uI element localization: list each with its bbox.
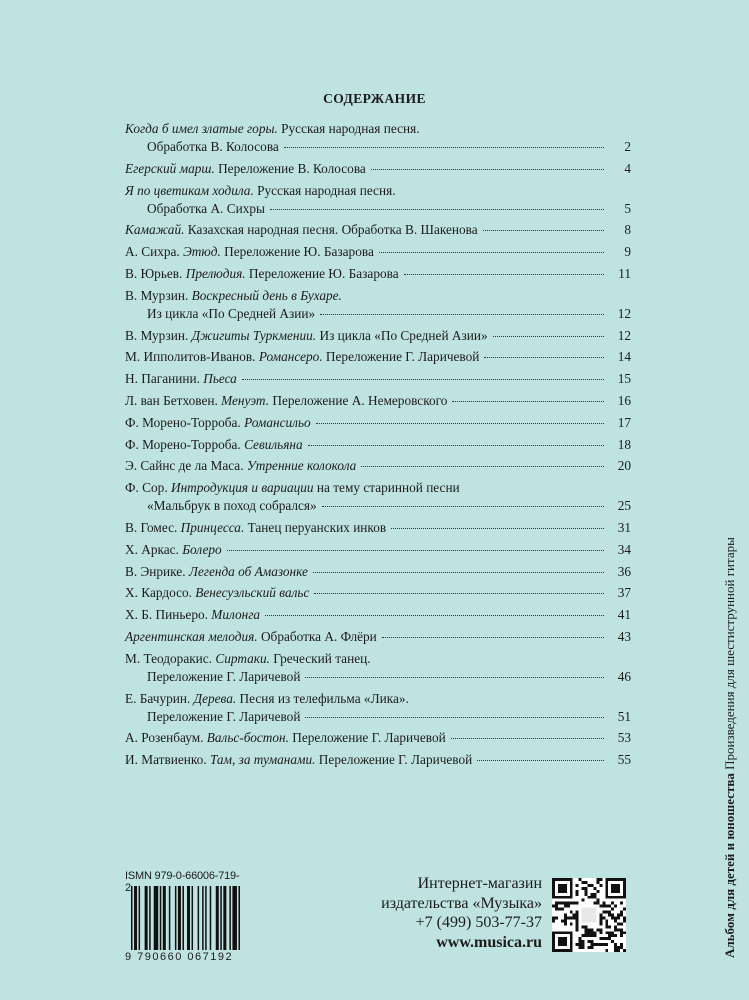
toc-work-title: Легенда об Амазонке bbox=[188, 563, 308, 579]
toc-entry[interactable] bbox=[125, 650, 631, 686]
toc-author: В. Юрьев. bbox=[125, 265, 186, 281]
toc-line bbox=[125, 392, 631, 410]
toc-entry[interactable] bbox=[125, 751, 631, 769]
toc-author: В. Энрике. bbox=[125, 563, 189, 579]
toc-text bbox=[147, 305, 315, 323]
toc-description: Танец перуанских инков bbox=[244, 519, 387, 535]
toc-author: Н. Паганини. bbox=[125, 371, 204, 387]
shop-url[interactable]: www.musica.ru bbox=[436, 933, 542, 951]
toc-leader-dots bbox=[452, 401, 604, 402]
contents-heading: СОДЕРЖАНИЕ bbox=[323, 91, 426, 106]
toc-leader-dots bbox=[451, 738, 604, 739]
toc-page-number: 20 bbox=[617, 458, 631, 474]
toc-page-number: 34 bbox=[617, 541, 631, 557]
toc-work-title: Прелюдия. bbox=[185, 265, 246, 281]
toc-text bbox=[125, 221, 478, 239]
toc-page-number: 12 bbox=[617, 305, 631, 321]
toc-entry[interactable] bbox=[125, 265, 631, 283]
toc-entry[interactable] bbox=[125, 479, 631, 515]
barcode-icon bbox=[131, 886, 243, 950]
toc-line bbox=[125, 497, 631, 515]
qr-code-icon[interactable] bbox=[552, 878, 626, 952]
toc-page-number: 4 bbox=[624, 160, 631, 176]
toc-line bbox=[125, 650, 631, 668]
toc-line bbox=[125, 120, 631, 138]
toc-text bbox=[147, 497, 317, 515]
toc-page-number: 15 bbox=[617, 371, 631, 387]
toc-leader-dots bbox=[314, 593, 604, 594]
toc-page-number: 43 bbox=[617, 628, 631, 644]
toc-author: Х. Кардосо. bbox=[125, 585, 196, 601]
toc-text bbox=[125, 392, 447, 410]
toc-author: Ф. Сор. bbox=[125, 480, 171, 496]
toc-line bbox=[125, 751, 631, 769]
toc-description: Казахская народная песня. Обработка В. Шакенова bbox=[184, 222, 478, 238]
toc-entry[interactable] bbox=[125, 348, 631, 366]
toc-description: Переложение Ю. Базарова bbox=[245, 265, 399, 281]
toc-line bbox=[125, 606, 631, 624]
toc-entry[interactable] bbox=[125, 327, 631, 345]
toc-work-title: Вальс-бостон. bbox=[206, 730, 289, 746]
toc-entry[interactable] bbox=[125, 457, 631, 475]
toc-work-title: Дерева. bbox=[193, 690, 237, 706]
toc-line bbox=[125, 457, 631, 475]
toc-work-title: Я по цветикам ходила. bbox=[125, 182, 254, 198]
toc-line bbox=[125, 182, 631, 200]
toc-page-number: 31 bbox=[617, 519, 631, 535]
toc-leader-dots bbox=[477, 760, 604, 761]
toc-line bbox=[125, 138, 631, 156]
spine-series: Альбом для детей и юношества bbox=[722, 773, 737, 958]
toc-leader-dots bbox=[483, 230, 604, 231]
toc-text bbox=[147, 200, 265, 218]
toc-text bbox=[125, 751, 472, 769]
toc-leader-dots bbox=[265, 615, 604, 616]
toc-page-number: 14 bbox=[617, 349, 631, 365]
toc-entry[interactable] bbox=[125, 182, 631, 218]
toc-text bbox=[147, 708, 300, 726]
toc-page-number: 37 bbox=[617, 585, 631, 601]
toc-entry[interactable] bbox=[125, 584, 631, 602]
toc-work-title: Романсеро. bbox=[258, 349, 323, 365]
toc-line bbox=[125, 160, 631, 178]
toc-text bbox=[125, 265, 399, 283]
toc-line bbox=[125, 628, 631, 646]
toc-work-title: Там, за туманами. bbox=[209, 752, 316, 768]
toc-line bbox=[125, 287, 631, 305]
toc-entry[interactable] bbox=[125, 287, 631, 323]
toc-work-title: Севильяна bbox=[244, 436, 303, 452]
toc-text bbox=[125, 690, 409, 708]
toc-leader-dots bbox=[484, 357, 604, 358]
toc-author: Ф. Морено-Торроба. bbox=[125, 414, 245, 430]
toc-leader-dots bbox=[284, 147, 604, 148]
toc-work-title: Милонга bbox=[211, 607, 261, 623]
toc-description: Греческий танец. bbox=[269, 650, 371, 666]
toc-leader-dots bbox=[320, 314, 604, 315]
toc-page-number: 53 bbox=[617, 730, 631, 746]
toc-work-title: Принцесса. bbox=[180, 519, 245, 535]
toc-line bbox=[125, 265, 631, 283]
toc-page-number: 51 bbox=[617, 708, 631, 724]
toc-description: Обработка А. Флёри bbox=[257, 628, 377, 644]
toc-line bbox=[125, 221, 631, 239]
toc-description: Русская народная песня. bbox=[253, 182, 396, 198]
toc-author: М. Теодоракис. bbox=[125, 650, 216, 666]
toc-line bbox=[125, 519, 631, 537]
toc-work-title: Камажай. bbox=[125, 222, 185, 238]
toc-work-title: Когда б имел златые горы. bbox=[125, 121, 278, 136]
toc-text bbox=[125, 563, 308, 581]
shop-info bbox=[381, 874, 542, 952]
toc-author: Э. Сайнс де ла Маса. bbox=[125, 458, 247, 474]
toc-description: «Мальбрук в поход собрался» bbox=[147, 498, 317, 514]
toc-text bbox=[125, 584, 309, 602]
toc-leader-dots bbox=[391, 528, 604, 529]
toc-line bbox=[125, 305, 631, 323]
toc-text bbox=[125, 457, 356, 475]
toc-work-title: Пьеса bbox=[203, 371, 237, 387]
toc-leader-dots bbox=[305, 717, 604, 718]
table-of-contents bbox=[125, 120, 631, 773]
toc-text bbox=[125, 729, 446, 747]
toc-page-number: 12 bbox=[617, 327, 631, 343]
toc-description: Из цикла «По Средней Азии» bbox=[147, 305, 316, 321]
toc-author: А. Розенбаум. bbox=[125, 730, 207, 746]
toc-entry[interactable] bbox=[125, 519, 631, 537]
toc-author: А. Сихра. bbox=[125, 244, 184, 260]
toc-text bbox=[125, 160, 366, 178]
toc-leader-dots bbox=[227, 550, 604, 551]
toc-leader-dots bbox=[404, 274, 604, 275]
toc-work-title: Интродукция и вариации bbox=[170, 480, 314, 496]
toc-line bbox=[125, 563, 631, 581]
ismn-label: ISMN 979-0-66006-719-2 bbox=[125, 870, 240, 894]
toc-description: на тему старинной песни bbox=[313, 480, 460, 496]
toc-text bbox=[125, 519, 386, 537]
toc-text bbox=[147, 138, 279, 156]
toc-text bbox=[125, 541, 222, 559]
toc-author: Е. Бачурин. bbox=[125, 690, 194, 706]
toc-line bbox=[125, 584, 631, 602]
toc-entry[interactable] bbox=[125, 243, 631, 261]
toc-author: М. Ипполитов-Иванов. bbox=[125, 349, 259, 365]
shop-phone: +7 (499) 503-77-37 bbox=[415, 914, 542, 931]
toc-line bbox=[125, 479, 631, 497]
toc-line bbox=[125, 729, 631, 747]
toc-page-number: 25 bbox=[617, 498, 631, 514]
toc-author: Ф. Морено-Торроба. bbox=[125, 436, 245, 452]
toc-entry[interactable] bbox=[125, 392, 631, 410]
toc-work-title: Менуэт. bbox=[221, 392, 270, 408]
toc-description: Русская народная песня. bbox=[277, 121, 420, 136]
toc-leader-dots bbox=[305, 677, 604, 678]
toc-text bbox=[125, 479, 460, 497]
toc-description: Переложение Ю. Базарова bbox=[220, 244, 374, 260]
toc-author: И. Матвиенко. bbox=[125, 752, 210, 768]
toc-text bbox=[147, 668, 300, 686]
spine-title: Произведения для шестиструнной гитары bbox=[722, 537, 737, 774]
toc-page-number: 46 bbox=[617, 668, 631, 684]
toc-text bbox=[125, 182, 396, 200]
shop-line-1: Интернет-магазин bbox=[417, 875, 542, 892]
toc-line bbox=[125, 541, 631, 559]
toc-description: Переложение Г. Ларичевой bbox=[288, 730, 446, 746]
toc-description: Песня из телефильма «Лика». bbox=[236, 690, 409, 706]
toc-page-number: 17 bbox=[617, 414, 631, 430]
toc-page-number: 2 bbox=[624, 139, 631, 154]
toc-text bbox=[125, 650, 371, 668]
toc-line bbox=[125, 348, 631, 366]
toc-page-number: 55 bbox=[617, 752, 631, 768]
toc-work-title: Воскресный день в Бухаре. bbox=[191, 287, 342, 303]
toc-work-title: Джигиты Туркмении. bbox=[191, 327, 317, 343]
toc-text bbox=[125, 606, 260, 624]
toc-leader-dots bbox=[270, 209, 604, 210]
toc-page-number: 11 bbox=[618, 265, 631, 281]
toc-line bbox=[125, 200, 631, 218]
toc-text bbox=[125, 414, 311, 432]
toc-page-number: 36 bbox=[617, 563, 631, 579]
toc-description: Переложение В. Колосова bbox=[214, 160, 366, 176]
toc-line bbox=[125, 327, 631, 345]
toc-work-title: Утренние колокола bbox=[246, 458, 357, 474]
toc-line bbox=[125, 708, 631, 726]
toc-work-title: Венесуэльский вальс bbox=[195, 585, 310, 601]
toc-description: Из цикла «По Средней Азии» bbox=[316, 327, 488, 343]
toc-description: Обработка В. Колосова bbox=[147, 139, 279, 154]
toc-entry[interactable] bbox=[125, 120, 631, 156]
toc-work-title: Сиртаки. bbox=[215, 650, 270, 666]
toc-work-title: Болеро bbox=[182, 541, 222, 557]
toc-line bbox=[125, 668, 631, 686]
toc-entry[interactable] bbox=[125, 729, 631, 747]
toc-leader-dots bbox=[493, 336, 604, 337]
toc-leader-dots bbox=[316, 423, 604, 424]
toc-text bbox=[125, 120, 420, 138]
toc-page-number: 16 bbox=[617, 392, 631, 408]
toc-leader-dots bbox=[382, 637, 604, 638]
toc-work-title: Аргентинская мелодия. bbox=[125, 628, 258, 644]
toc-entry[interactable] bbox=[125, 160, 631, 178]
toc-description: Переложение Г. Ларичевой bbox=[315, 752, 473, 768]
shop-line-2: издательства «Музыка» bbox=[381, 894, 542, 912]
toc-page-number: 5 bbox=[624, 200, 631, 216]
toc-entry[interactable] bbox=[125, 370, 631, 388]
toc-description: Переложение А. Немеровского bbox=[269, 392, 448, 408]
toc-author: Л. ван Бетховен. bbox=[125, 392, 222, 408]
toc-entry[interactable] bbox=[125, 221, 631, 239]
toc-entry[interactable] bbox=[125, 628, 631, 646]
toc-line bbox=[125, 243, 631, 261]
toc-author: В. Гомес. bbox=[125, 519, 181, 535]
toc-text bbox=[125, 287, 342, 305]
toc-author: В. Мурзин. bbox=[125, 287, 192, 303]
toc-author: В. Мурзин. bbox=[125, 327, 192, 343]
toc-work-title: Этюд. bbox=[183, 244, 221, 260]
toc-entry[interactable] bbox=[125, 606, 631, 624]
toc-author: Х. Аркас. bbox=[125, 541, 183, 557]
toc-leader-dots bbox=[313, 572, 604, 573]
toc-line bbox=[125, 414, 631, 432]
toc-leader-dots bbox=[379, 252, 604, 253]
toc-line bbox=[125, 370, 631, 388]
toc-text bbox=[125, 628, 377, 646]
toc-description: Переложение Г. Ларичевой bbox=[147, 668, 301, 684]
toc-entry[interactable] bbox=[125, 436, 631, 454]
toc-leader-dots bbox=[308, 445, 604, 446]
toc-entry[interactable] bbox=[125, 563, 631, 581]
toc-line bbox=[125, 690, 631, 708]
toc-leader-dots bbox=[242, 379, 604, 380]
toc-description: Переложение Г. Ларичевой bbox=[147, 708, 301, 724]
toc-work-title: Егерский марш. bbox=[125, 160, 215, 176]
toc-author: Х. Б. Пиньеро. bbox=[125, 607, 212, 623]
toc-page-number: 41 bbox=[617, 607, 631, 623]
spine-text bbox=[722, 478, 738, 958]
toc-text bbox=[125, 370, 237, 388]
toc-leader-dots bbox=[371, 169, 604, 170]
toc-description: Переложение Г. Ларичевой bbox=[322, 349, 480, 365]
toc-text bbox=[125, 327, 488, 345]
toc-text bbox=[125, 348, 479, 366]
toc-entry[interactable] bbox=[125, 414, 631, 432]
toc-entry[interactable] bbox=[125, 541, 631, 559]
barcode-block bbox=[125, 870, 245, 965]
toc-page-number: 18 bbox=[617, 436, 631, 452]
toc-leader-dots bbox=[322, 506, 604, 507]
barcode-number: 9 790660 067192 bbox=[125, 951, 234, 963]
toc-leader-dots bbox=[361, 466, 604, 467]
toc-description: Обработка А. Сихры bbox=[147, 200, 265, 216]
toc-entry[interactable] bbox=[125, 690, 631, 726]
toc-text bbox=[125, 243, 374, 261]
toc-line bbox=[125, 436, 631, 454]
toc-page-number: 8 bbox=[624, 222, 631, 238]
toc-work-title: Романсильо bbox=[244, 414, 311, 430]
toc-page-number: 9 bbox=[624, 244, 631, 260]
toc-text bbox=[125, 436, 303, 454]
